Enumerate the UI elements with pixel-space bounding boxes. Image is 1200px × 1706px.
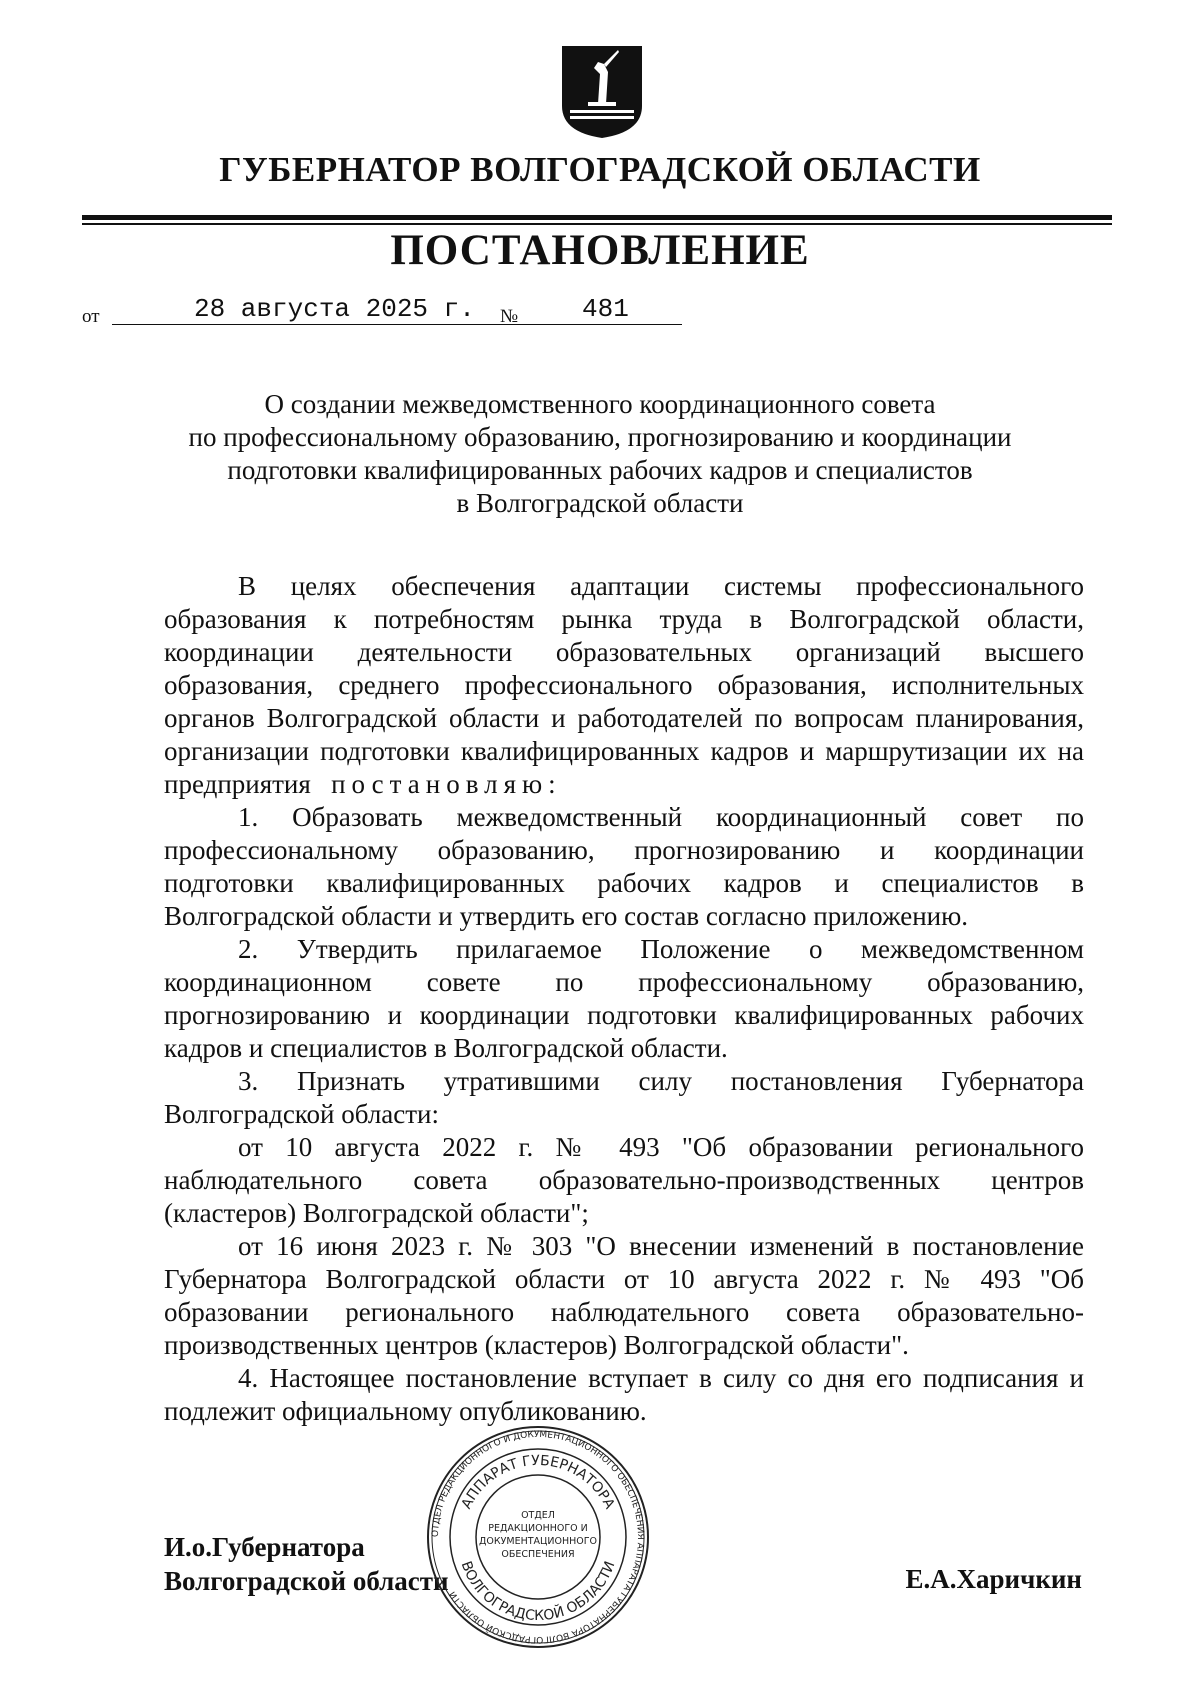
- header-divider-thick: [82, 215, 1112, 220]
- signer-title-line: И.о.Губернатора: [164, 1532, 365, 1562]
- item-3-sub-a: от 10 августа 2022 г. № 493 "Об образовании регионального наблюдательного совета образовательно-производственных центров (кластеров) Волгоградской области";: [164, 1132, 1084, 1228]
- document-number-field: [527, 292, 682, 325]
- item-3: 3. Признать утратившими силу постановления Губернатора Волгоградской области:: [164, 1066, 1084, 1129]
- official-stamp-icon: [423, 1422, 653, 1652]
- svg-text:ВОЛГОГРАДСКОЙ ОБЛАСТИ: ВОЛГОГРАДСКОЙ ОБЛАСТИ: [457, 1559, 619, 1625]
- signer-title: [164, 1530, 449, 1598]
- document-date: 28 августа 2025 г.: [194, 294, 475, 324]
- date-label: от: [82, 306, 100, 327]
- document-subject: [150, 388, 1050, 520]
- item-2: 2. Утвердить прилагаемое Положение о межведомственном координационном совете по профессиональному образованию, прогнозированию и координации подготовки квалифицированных рабочих кадров и специалистов в Волгоградской области.: [164, 934, 1084, 1063]
- subject-line: по профессиональному образованию, прогнозированию и координации: [188, 422, 1012, 452]
- svg-text:ДОКУМЕНТАЦИОННОГО: ДОКУМЕНТАЦИОННОГО: [478, 1536, 598, 1547]
- svg-text:ОБЕСПЕЧЕНИЯ: ОБЕСПЕЧЕНИЯ: [501, 1549, 575, 1560]
- signer-name: Е.А.Харичкин: [905, 1564, 1082, 1594]
- item-4: 4. Настоящее постановление вступает в силу со дня его подписания и подлежит официальному опубликованию.: [164, 1363, 1084, 1426]
- coat-of-arms-icon: [558, 44, 646, 140]
- preamble-text: В целях обеспечения адаптации системы профессионального образования к потребностям рынка труда в Волгоградской области, координации деятельности образовательных организаций высшего образования, среднего профессионального образования, исполнительных органов Волгоградской области и работодателей по вопросам планирования, организации подготовки квалифицированных кадров и маршрутизации их на предприятия: [164, 571, 1084, 799]
- subject-line: в Волгоградской области: [456, 488, 744, 518]
- subject-line: О создании межведомственного координационного совета: [264, 389, 936, 419]
- svg-text:ОТДЕЛ: ОТДЕЛ: [521, 1510, 555, 1521]
- decree-word: постановляю:: [331, 769, 562, 799]
- document-type: ПОСТАНОВЛЕНИЕ: [390, 227, 810, 274]
- signer-title-line: Волгоградской области: [164, 1566, 449, 1596]
- issuing-authority: ГУБЕРНАТОР ВОЛГОГРАДСКОЙ ОБЛАСТИ: [219, 150, 981, 189]
- item-3-sub-b: от 16 июня 2023 г. № 303 "О внесении изменений в постановление Губернатора Волгоградской области от 10 августа 2022 г. № 493 "Об образовании регионального наблюдательного совета образовательно-производственных центров (кластеров) Волгоградской области".: [164, 1231, 1084, 1360]
- svg-text:ОТДЕЛ РЕДАКЦИОННОГО И ДОКУМЕНТ: ОТДЕЛ РЕДАКЦИОННОГО И ДОКУМЕНТАЦИОННОГО ОБЕСПЕЧЕНИЯ АППАРАТА ГУБЕРНАТОРА ВОЛГОГРАДСКОЙ ОБЛАСТИ: [430, 1429, 646, 1645]
- date-number-line: [82, 292, 682, 332]
- preamble-paragraph: [164, 570, 1084, 801]
- header-divider-thin: [82, 223, 1112, 225]
- svg-text:АППАРАТ ГУБЕРНАТОРА: АППАРАТ ГУБЕРНАТОРА: [458, 1452, 618, 1512]
- svg-text:РЕДАКЦИОННОГО И: РЕДАКЦИОННОГО И: [488, 1523, 588, 1534]
- document-body: [164, 570, 1084, 1428]
- number-label: №: [500, 306, 519, 327]
- item-1: 1. Образовать межведомственный координационный совет по профессиональному образованию, прогнозированию и координации подготовки квалифицированных рабочих кадров и специалистов в Волгоградской области и утвердить его состав согласно приложению.: [164, 802, 1084, 931]
- document-number: 481: [582, 294, 629, 324]
- subject-line: подготовки квалифицированных рабочих кадров и специалистов: [227, 455, 973, 485]
- document-date-field: [112, 292, 567, 325]
